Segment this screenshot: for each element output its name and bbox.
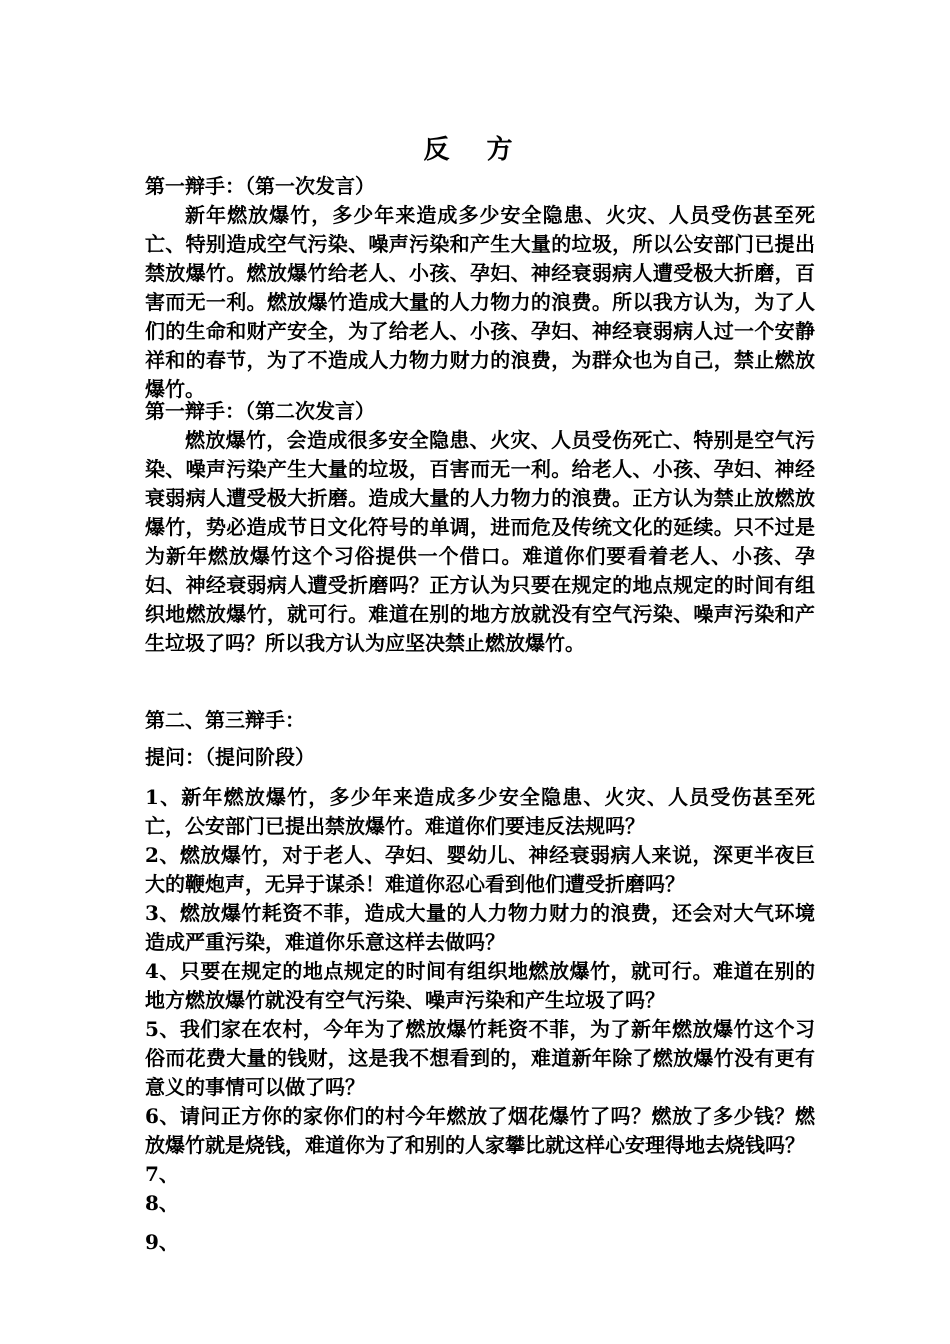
question-item: 3、燃放爆竹耗资不菲，造成大量的人力物力财力的浪费，还会对大气环境造成严重污染，难道你乐意这样去做吗？	[145, 901, 815, 954]
speech-1	[145, 172, 815, 404]
question-item: 2、燃放爆竹，对于老人、孕妇、婴幼儿、神经衰弱病人来说，深更半夜巨大的鞭炮声，无异于谋杀！难道你忍心看到他们遭受折磨吗？	[145, 843, 815, 896]
question-item: 7、	[145, 1162, 179, 1186]
speech-2-body: 燃放爆竹，会造成很多安全隐患、火灾、人员受伤死亡、特别是空气污染、噪声污染产生大量的垃圾，百害而无一利。给老人、小孩、孕妇、神经衰弱病人遭受极大折磨。造成大量的人力物力的浪费。正方认为禁止放燃放爆竹，势必造成节日文化符号的单调，进而危及传统文化的延续。只不过是为新年燃放爆竹这个习俗提供一个借口。难道你们要看着老人、小孩、孕妇、神经衰弱病人遭受折磨吗？正方认为只要在规定的地点规定的时间有组织地燃放爆竹，就可行。难道在别的地方放就没有空气污染、噪声污染和产生垃圾了吗？所以我方认为应坚决禁止燃放爆竹。	[145, 428, 815, 655]
question-item: 6、请问正方你的家你们的村今年燃放了烟花爆竹了吗？燃放了多少钱？燃放爆竹就是烧钱，难道你为了和别的人家攀比就这样心安理得地去烧钱吗？	[145, 1104, 815, 1157]
page-title: 反 方	[423, 135, 527, 165]
question-item: 4、只要在规定的地点规定的时间有组织地燃放爆竹，就可行。难道在别的地方燃放爆竹就没有空气污染、噪声污染和产生垃圾了吗？	[145, 959, 815, 1012]
speech-1-body: 新年燃放爆竹，多少年来造成多少安全隐患、火灾、人员受伤甚至死亡、特别造成空气污染、噪声污染和产生大量的垃圾，所以公安部门已提出禁放爆竹。燃放爆竹给老人、小孩、孕妇、神经衰弱病人遭受极大折磨，百害而无一利。燃放爆竹造成大量的人力物力的浪费。所以我方认为，为了人们的生命和财产安全，为了给老人、小孩、孕妇、神经衰弱病人过一个安静祥和的春节，为了不造成人力物力财力的浪费，为群众也为自己，禁止燃放爆竹。	[145, 203, 815, 401]
question-item: 9、	[145, 1230, 179, 1254]
section-3-subheading: 提问：（提问阶段）	[145, 745, 315, 769]
speech-2	[145, 397, 815, 658]
section-3-heading: 第二、第三辩手：	[145, 708, 305, 732]
question-list	[145, 783, 815, 1257]
question-item: 1、新年燃放爆竹，多少年来造成多少安全隐患、火灾、人员受伤甚至死亡，公安部门已提出禁放爆竹。难道你们要违反法规吗？	[145, 785, 815, 838]
question-item: 5、我们家在农村，今年为了燃放爆竹耗资不菲，为了新年燃放爆竹这个习俗而花费大量的钱财，这是我不想看到的，难道新年除了燃放爆竹没有更有意义的事情可以做了吗？	[145, 1017, 815, 1099]
speech-2-heading: 第一辩手：（第二次发言）	[145, 399, 375, 423]
speech-1-heading: 第一辩手：（第一次发言）	[145, 174, 375, 198]
question-item: 8、	[145, 1191, 179, 1215]
